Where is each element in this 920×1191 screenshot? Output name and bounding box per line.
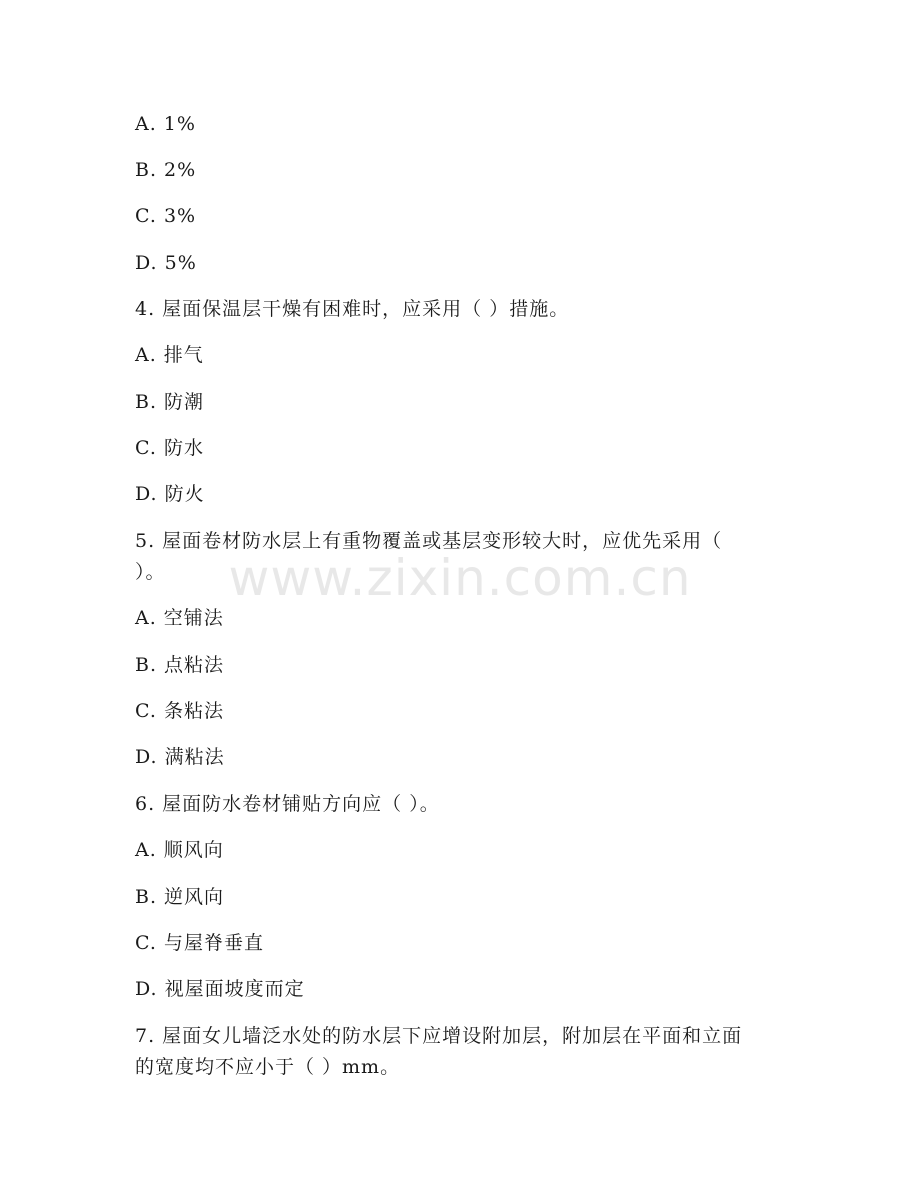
q5-option-c: C. 条粘法 — [135, 700, 224, 722]
q6-option-d: D. 视屋面坡度而定 — [135, 978, 305, 1000]
q5-question-line-1: 5. 屋面卷材防水层上有重物覆盖或基层变形较大时，应优先采用（ — [135, 530, 723, 552]
q6-option-c: C. 与屋脊垂直 — [135, 932, 264, 954]
q5-option-a: A. 空铺法 — [135, 607, 224, 629]
q6-option-a: A. 顺风向 — [135, 839, 224, 861]
q6-option-b: B. 逆风向 — [135, 886, 225, 908]
q3-option-b: B. 2% — [135, 159, 197, 181]
q4-option-b: B. 防潮 — [135, 391, 205, 413]
q7-question-line-1: 7. 屋面女儿墙泛水处的防水层下应增设附加层，附加层在平面和立面 — [135, 1025, 743, 1047]
q5-option-b: B. 点粘法 — [135, 654, 225, 676]
q6-question: 6. 屋面防水卷材铺贴方向应（ ）。 — [135, 793, 440, 815]
q4-option-c: C. 防水 — [135, 437, 204, 459]
q4-option-a: A. 排气 — [135, 344, 204, 366]
q5-question-line-2: ）。 — [135, 561, 166, 583]
watermark: www.zixin.com.cn — [228, 549, 692, 607]
q3-option-c: C. 3% — [135, 205, 197, 227]
q4-question: 4. 屋面保温层干燥有困难时，应采用（ ）措施。 — [135, 298, 570, 320]
q4-option-d: D. 防火 — [135, 483, 205, 505]
q7-question-line-2: 的宽度均不应小于（ ）mm。 — [135, 1056, 401, 1078]
q3-option-d: D. 5% — [135, 252, 197, 274]
q5-option-d: D. 满粘法 — [135, 746, 225, 768]
q3-option-a: A. 1% — [135, 113, 196, 135]
